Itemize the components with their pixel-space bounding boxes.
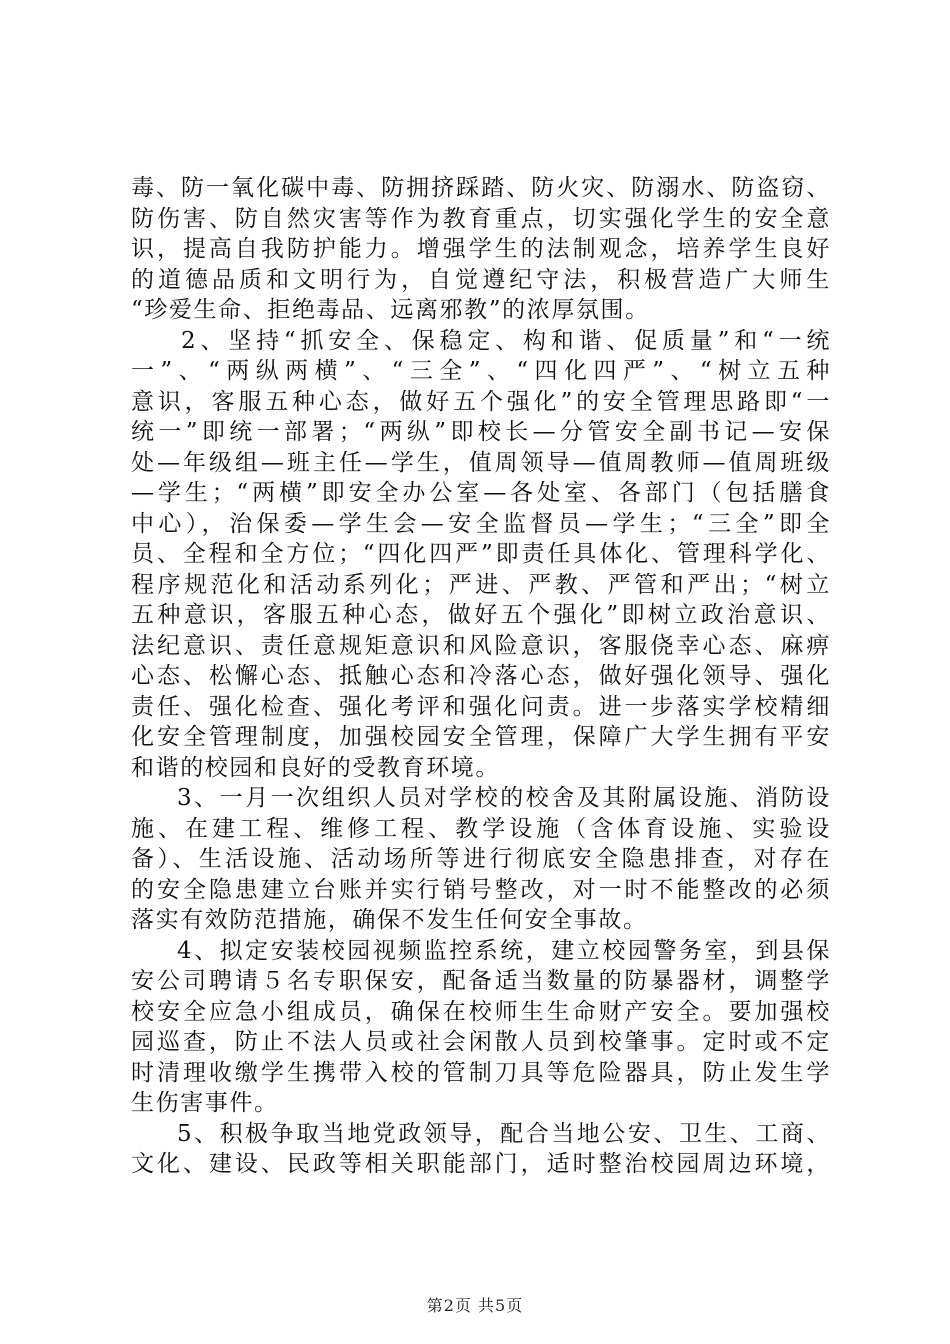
text-line: 的道德品质和文明行为，自觉遵纪守法，积极营造广大师生 [131, 266, 831, 293]
text-line: 程序规范化和活动系列化；严进、严教、严管和严出；“树立 [131, 571, 831, 598]
text-line: 中心），治保委—学生会—安全监督员—学生；“三全”即全 [131, 510, 831, 537]
page-number-footer: 第2页 共5页 [426, 1296, 524, 1315]
text-line: 识，提高自我防护能力。增强学生的法制观念，培养学生良好 [131, 236, 831, 262]
text-line: 心态、松懈心态、抵触心态和冷落心态，做好强化领导、强化 [131, 663, 831, 689]
text-line: 法纪意识、责任意规矩意识和风险意识，客服侥幸心态、麻痹 [131, 632, 831, 659]
paragraph-5-start: 5、积极争取当地党政领导，配合当地公安、卫生、工商、 [177, 1120, 831, 1147]
text-line: 落实有效防范措施，确保不发生任何安全事故。 [131, 907, 648, 933]
text-line: 和谐的校园和良好的受教育环境。 [131, 754, 500, 781]
paragraph-2-start: 2、坚持“抓安全、保稳定、构和谐、促质量”和“一统 [181, 327, 831, 354]
text-line: 园巡查，防止不法人员或社会闲散人员到校肇事。定时或不定 [131, 1029, 831, 1055]
text-line: 化安全管理制度，加强校园安全管理，保障广大学生拥有平安 [131, 724, 831, 750]
text-line: —学生；“两横”即安全办公室—各处室、各部门（包括膳食 [131, 480, 831, 506]
text-line: 的安全隐患建立台账并实行销号整改，对一时不能整改的必须 [131, 876, 831, 903]
text-line: “珍爱生命、拒绝毒品、远离邪教”的浓厚氛围。 [131, 297, 650, 323]
paragraph-3-start: 3、一月一次组织人员对学校的校舍及其附属设施、消防设 [177, 785, 831, 811]
text-line: 责任、强化检查、强化考评和强化问责。进一步落实学校精细 [131, 693, 831, 720]
text-line: 五种意识，客服五种心态，做好五个强化”即树立政治意识、 [131, 602, 831, 628]
text-line: 统一”即统一部署；“两纵”即校长—分管安全副书记—安保 [131, 419, 831, 445]
text-line: 安公司聘请５名专职保安，配备适当数量的防暴器材，调整学 [131, 968, 831, 994]
text-line: 员、全程和全方位；“四化四严”即责任具体化、管理科学化、 [131, 541, 831, 567]
text-line: 文化、建设、民政等相关职能部门，适时整治校园周边环境， [131, 1151, 831, 1177]
text-line: 处—年级组—班主任—学生，值周领导—值周教师—值周班级 [131, 449, 831, 476]
text-line: 一”、“两纵两横”、“三全”、“四化四严”、“树立五种 [131, 358, 831, 384]
document-body [131, 173, 831, 1180]
text-line: 施、在建工程、维修工程、教学设施（含体育设施、实验设 [131, 815, 831, 842]
text-line: 校安全应急小组成员，确保在校师生生命财产安全。要加强校 [131, 998, 831, 1025]
paragraph-4-start: 4、拟定安装校园视频监控系统，建立校园警务室，到县保 [177, 937, 831, 964]
text-line: 毒、防一氧化碳中毒、防拥挤踩踏、防火灾、防溺水、防盗窃、 [131, 175, 831, 201]
text-line: 防伤害、防自然灾害等作为教育重点，切实强化学生的安全意 [131, 205, 831, 232]
text-line: 时清理收缴学生携带入校的管制刀具等危险器具，防止发生学 [131, 1059, 831, 1086]
text-line: 意识，客服五种心态，做好五个强化”的安全管理思路即“一 [131, 388, 831, 415]
text-line: 备）、生活设施、活动场所等进行彻底安全隐患排查，对存在 [131, 846, 831, 872]
text-line: 生伤害事件。 [131, 1090, 279, 1116]
